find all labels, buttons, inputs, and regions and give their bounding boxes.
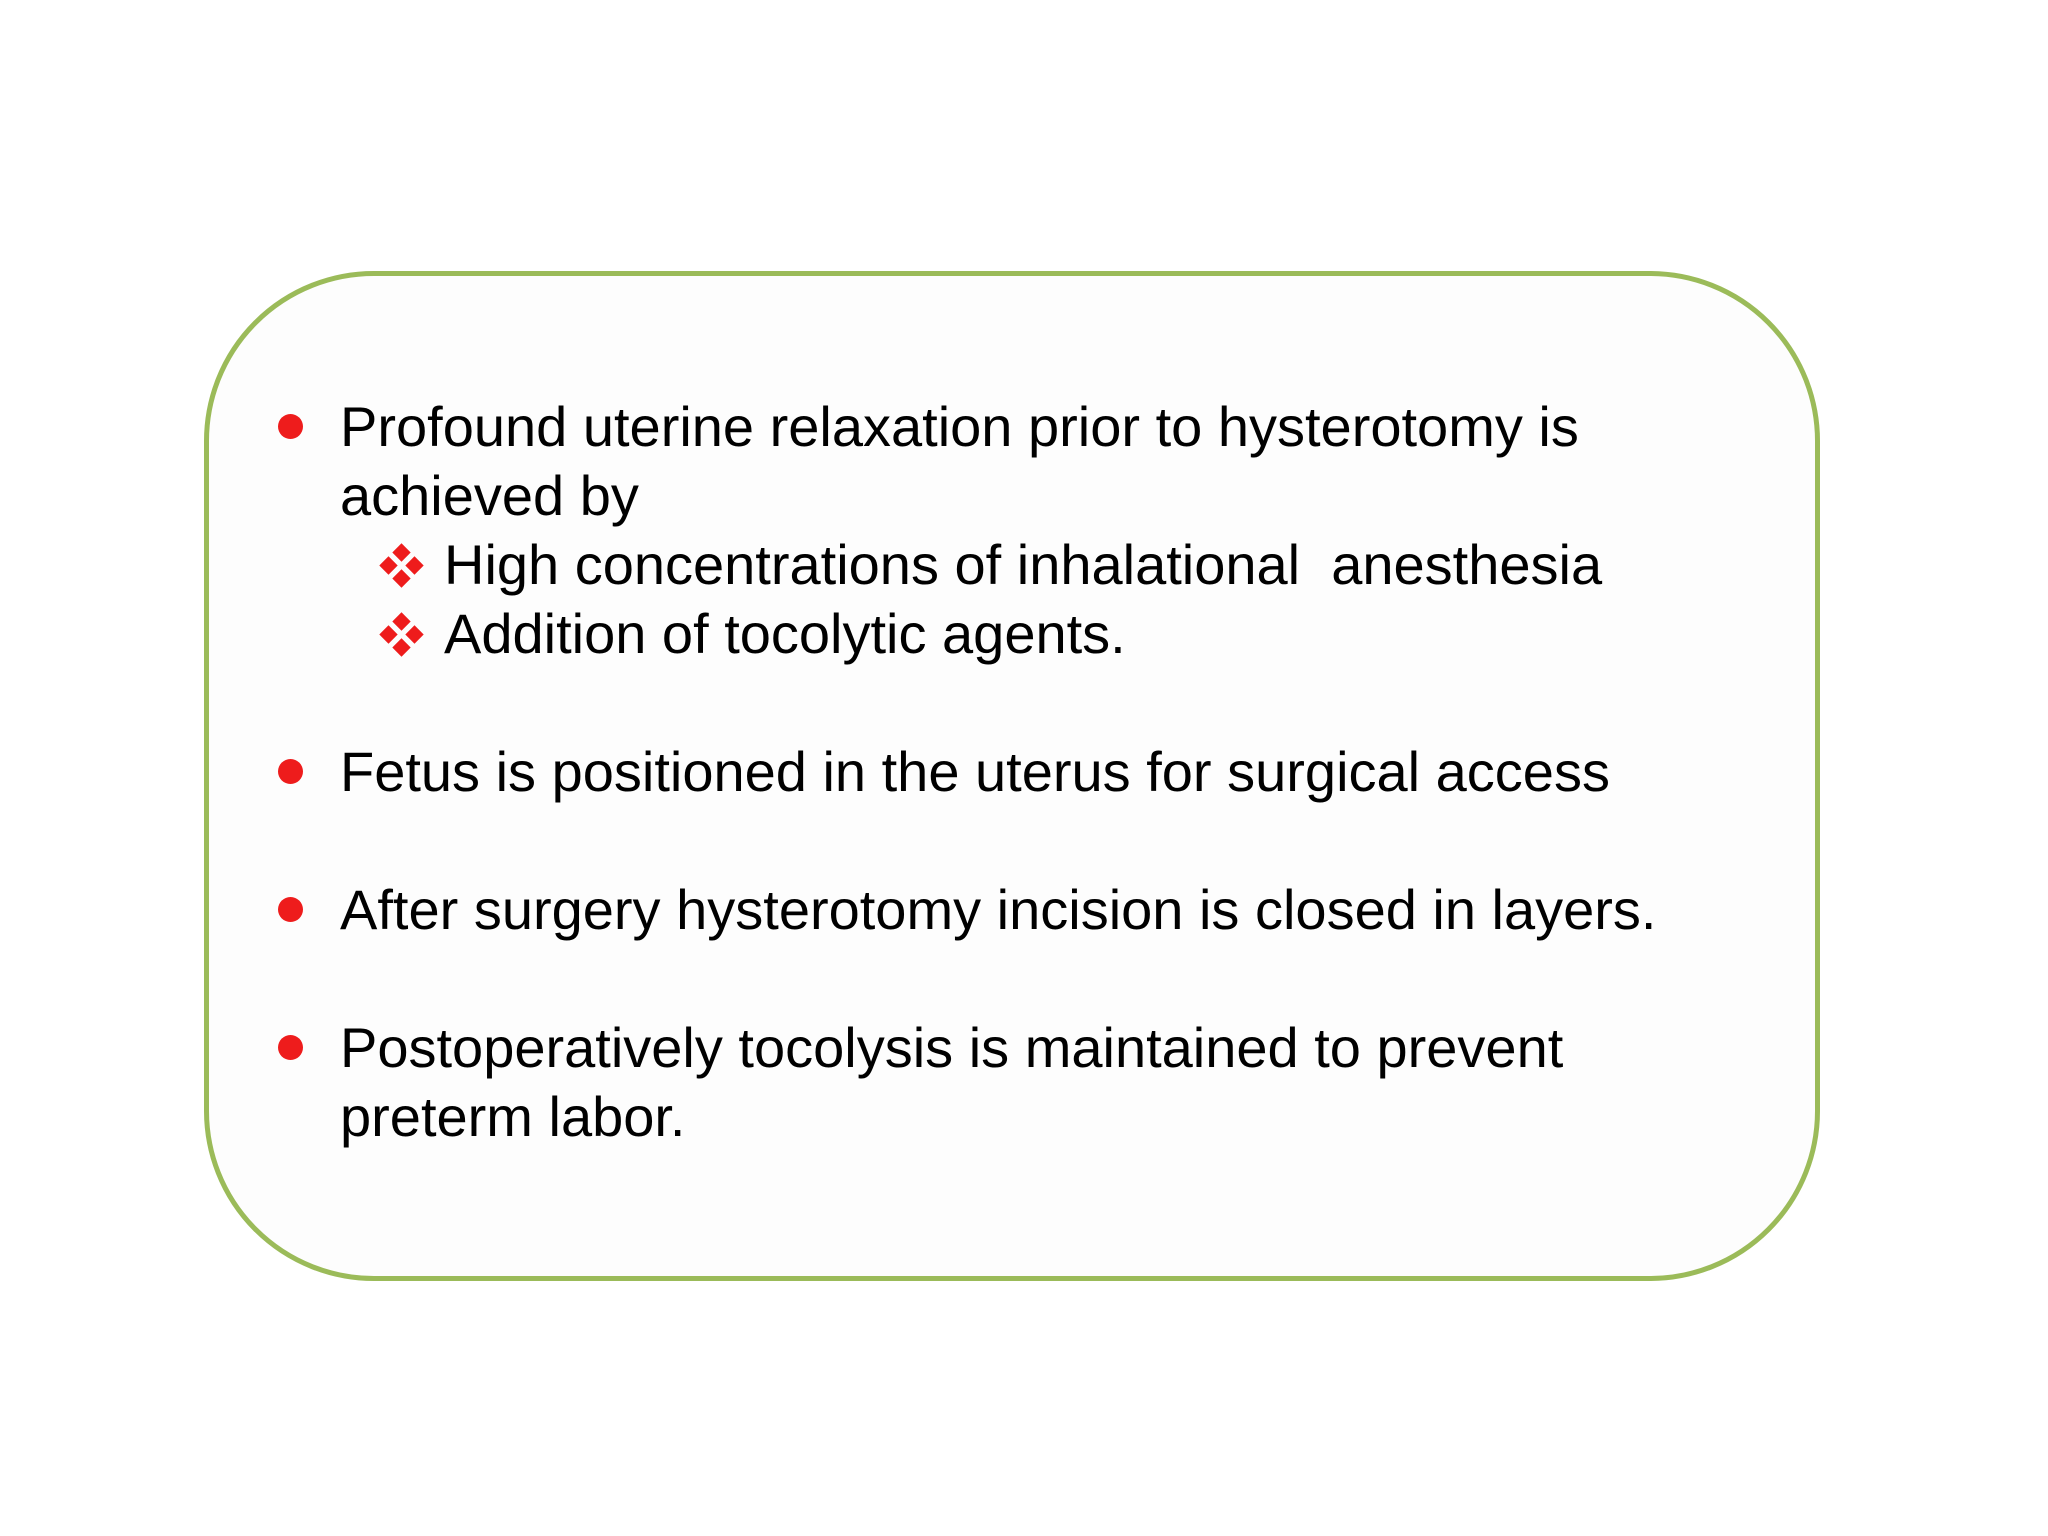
sub-bullet-text: High concentrations of inhalational anesthesia (444, 533, 1603, 596)
diamond-bullet-icon (382, 615, 422, 655)
bullet-item (268, 1013, 1768, 1151)
bullet-item (268, 875, 1768, 944)
bullet-dot-icon (278, 759, 303, 784)
bullet-text: Postoperatively tocolysis is maintained to prevent preterm labor. (340, 1016, 1564, 1148)
sub-bullet-item (340, 530, 1768, 599)
sub-bullet-list (340, 530, 1768, 668)
sub-bullet-text: Addition of tocolytic agents. (444, 602, 1126, 665)
bullet-dot-icon (278, 414, 303, 439)
bullet-text: Fetus is positioned in the uterus for surgical access (340, 740, 1610, 803)
bullet-dot-icon (278, 897, 303, 922)
bullet-list (268, 392, 1768, 1151)
bullet-item (268, 392, 1768, 668)
bullet-text: After surgery hysterotomy incision is closed in layers. (340, 878, 1657, 941)
sub-bullet-item (340, 599, 1768, 668)
bullet-item (268, 737, 1768, 806)
bullet-dot-icon (278, 1035, 303, 1060)
diamond-bullet-icon (382, 546, 422, 586)
bullet-text: Profound uterine relaxation prior to hysterotomy is achieved by (340, 395, 1579, 527)
